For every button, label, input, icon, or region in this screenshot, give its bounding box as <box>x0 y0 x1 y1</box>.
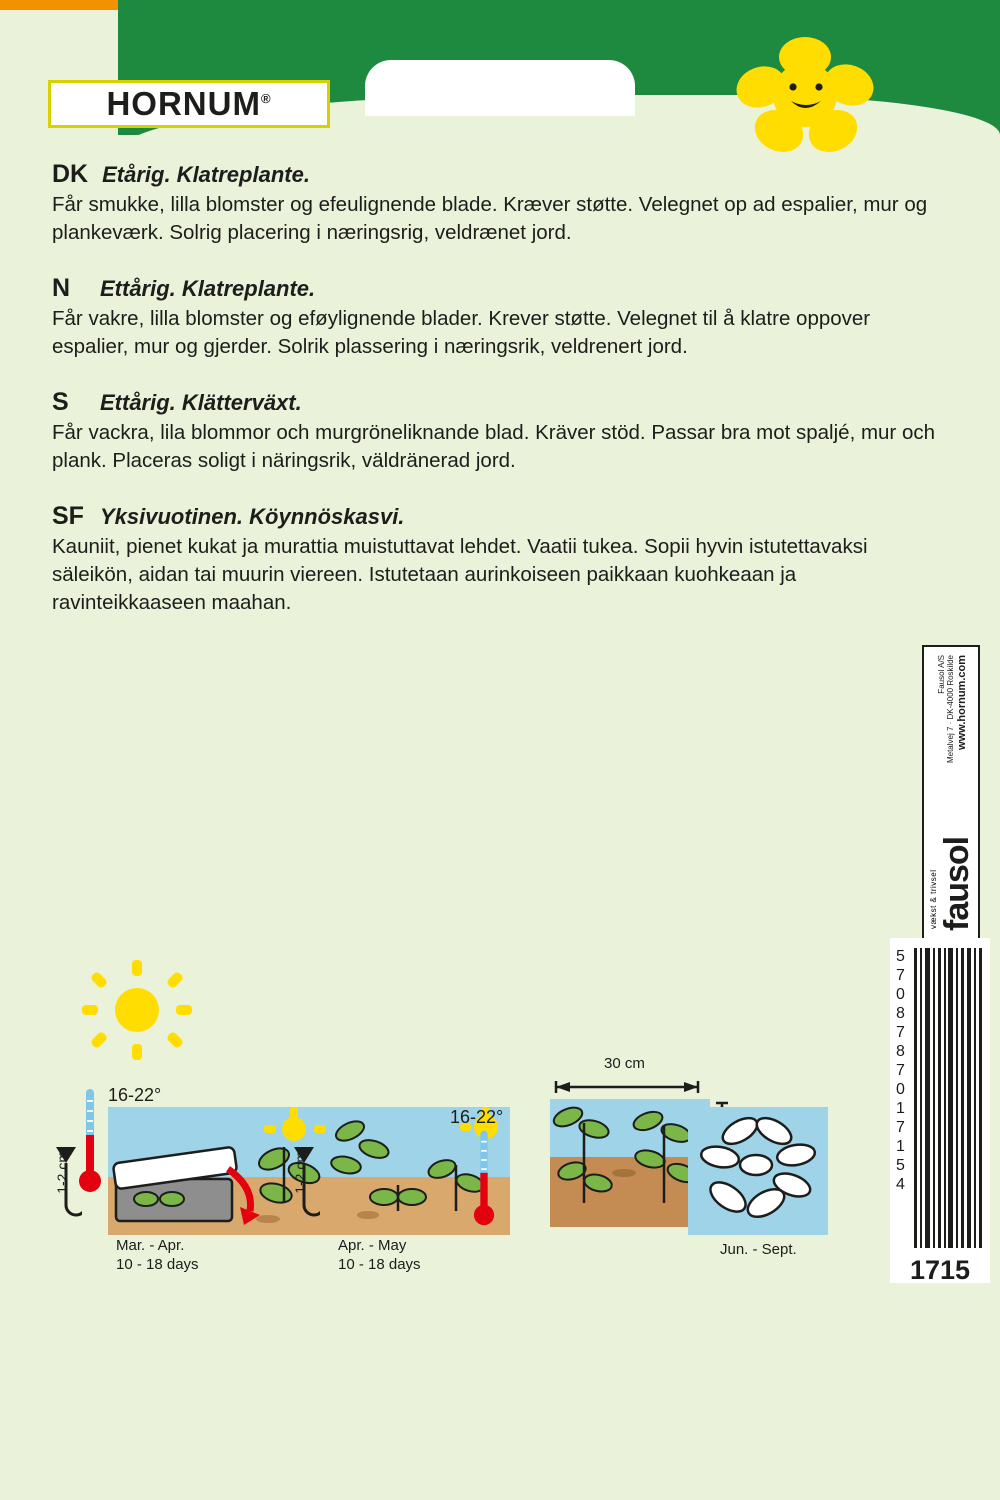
pictogram-stage-4 <box>688 1107 888 1307</box>
supplier-tagline: vækst & trivsel <box>929 869 938 929</box>
language-code: N <box>52 274 71 302</box>
language-description: Får vackra, lila blommor och murgröneliknande blad. Kräver stöd. Passar bra mot spaljé, mur och plank. Placeras soligt i näringsrik, väldränerad jord. <box>52 421 936 473</box>
stage-months: Mar. - Apr. <box>116 1237 185 1254</box>
hanger-tab-fill <box>365 86 635 116</box>
barcode-icon <box>912 948 984 1248</box>
language-description: Kauniit, pienet kukat ja murattia muistuttavat lehdet. Vaatii tukea. Sopii hyvin istutettavaksi säleikön, aidan tai muurin viereen. Istutetaan aurinkoiseen paikkaan kuohkeaan ja ravinteikkaaseen maahan. <box>52 535 868 615</box>
temperature-label: 16-22° <box>108 1085 162 1105</box>
supplier-address: Metalvej 7 · DK-4000 Roskilde <box>946 655 956 764</box>
language-block-s <box>52 388 952 475</box>
barcode-number: 5708787017154 <box>892 948 909 1195</box>
flower-icon <box>735 35 875 155</box>
language-title: Ettårig. Klatreplante. <box>100 276 316 301</box>
language-heading <box>52 502 952 531</box>
thermometer-icon <box>78 1085 102 1205</box>
pictogram-stage-2 <box>290 1085 520 1285</box>
growing-instructions-pictogram <box>52 1055 892 1305</box>
hornum-logo <box>48 80 330 128</box>
temperature-label: 16-22° <box>450 1107 504 1127</box>
stage-germination: 10 - 18 days <box>116 1255 199 1273</box>
sun-icon <box>82 960 192 1060</box>
language-description: Får vakre, lilla blomster og eføylignende blader. Krever støtte. Velegnet til å klatre oppover espalier, mur og gjerder. Solrik plassering i næringsrik, veldrenert jord. <box>52 307 871 359</box>
sowing-depth-label: 1-2 cm <box>292 1151 308 1194</box>
orange-edge-strip <box>0 0 118 10</box>
spacing-arrow-icon <box>552 1077 702 1095</box>
spacing-label: 30 cm <box>604 1055 645 1072</box>
language-code: DK <box>52 160 89 188</box>
language-code: SF <box>52 502 84 530</box>
supplier-brand: fausol <box>938 836 976 931</box>
supplier-label <box>922 645 980 945</box>
hornum-logo-text: HORNUM® <box>106 85 272 122</box>
language-title: Ettårig. Klätterväxt. <box>100 390 302 415</box>
language-heading <box>52 388 952 417</box>
stage-germination: 10 - 18 days <box>338 1255 421 1273</box>
pictogram-stage-1 <box>52 1085 302 1285</box>
article-number: 1715 <box>909 1255 971 1285</box>
language-title: Etårig. Klatreplante. <box>102 162 310 187</box>
language-heading <box>52 160 952 189</box>
supplier-company: Fausol A/S <box>936 655 946 694</box>
language-heading <box>52 274 952 303</box>
sowing-depth-label: 1-2 cm <box>54 1151 70 1194</box>
flowering-scene <box>688 1107 828 1235</box>
language-title: Yksivuotinen. Köynnöskasvi. <box>100 504 405 529</box>
language-description: Får smukke, lilla blomster og efeulignende blade. Kræver støtte. Velegnet op ad espalier, mur og plankeværk. Solrig placering i næringsrig, veldrænet jord. <box>52 193 928 245</box>
registered-mark: ® <box>260 91 272 106</box>
supplier-label-rotated <box>924 647 982 947</box>
language-block-sf <box>52 502 952 617</box>
thermometer-icon <box>472 1127 496 1237</box>
language-block-dk <box>52 160 952 247</box>
stage-months: Apr. - May <box>338 1237 407 1254</box>
supplier-website: www.hornum.com <box>956 655 968 750</box>
language-block-n <box>52 274 952 361</box>
language-code: S <box>52 388 69 416</box>
planting-scene <box>550 1099 710 1227</box>
stage-months: Jun. - Sept. <box>720 1241 797 1258</box>
